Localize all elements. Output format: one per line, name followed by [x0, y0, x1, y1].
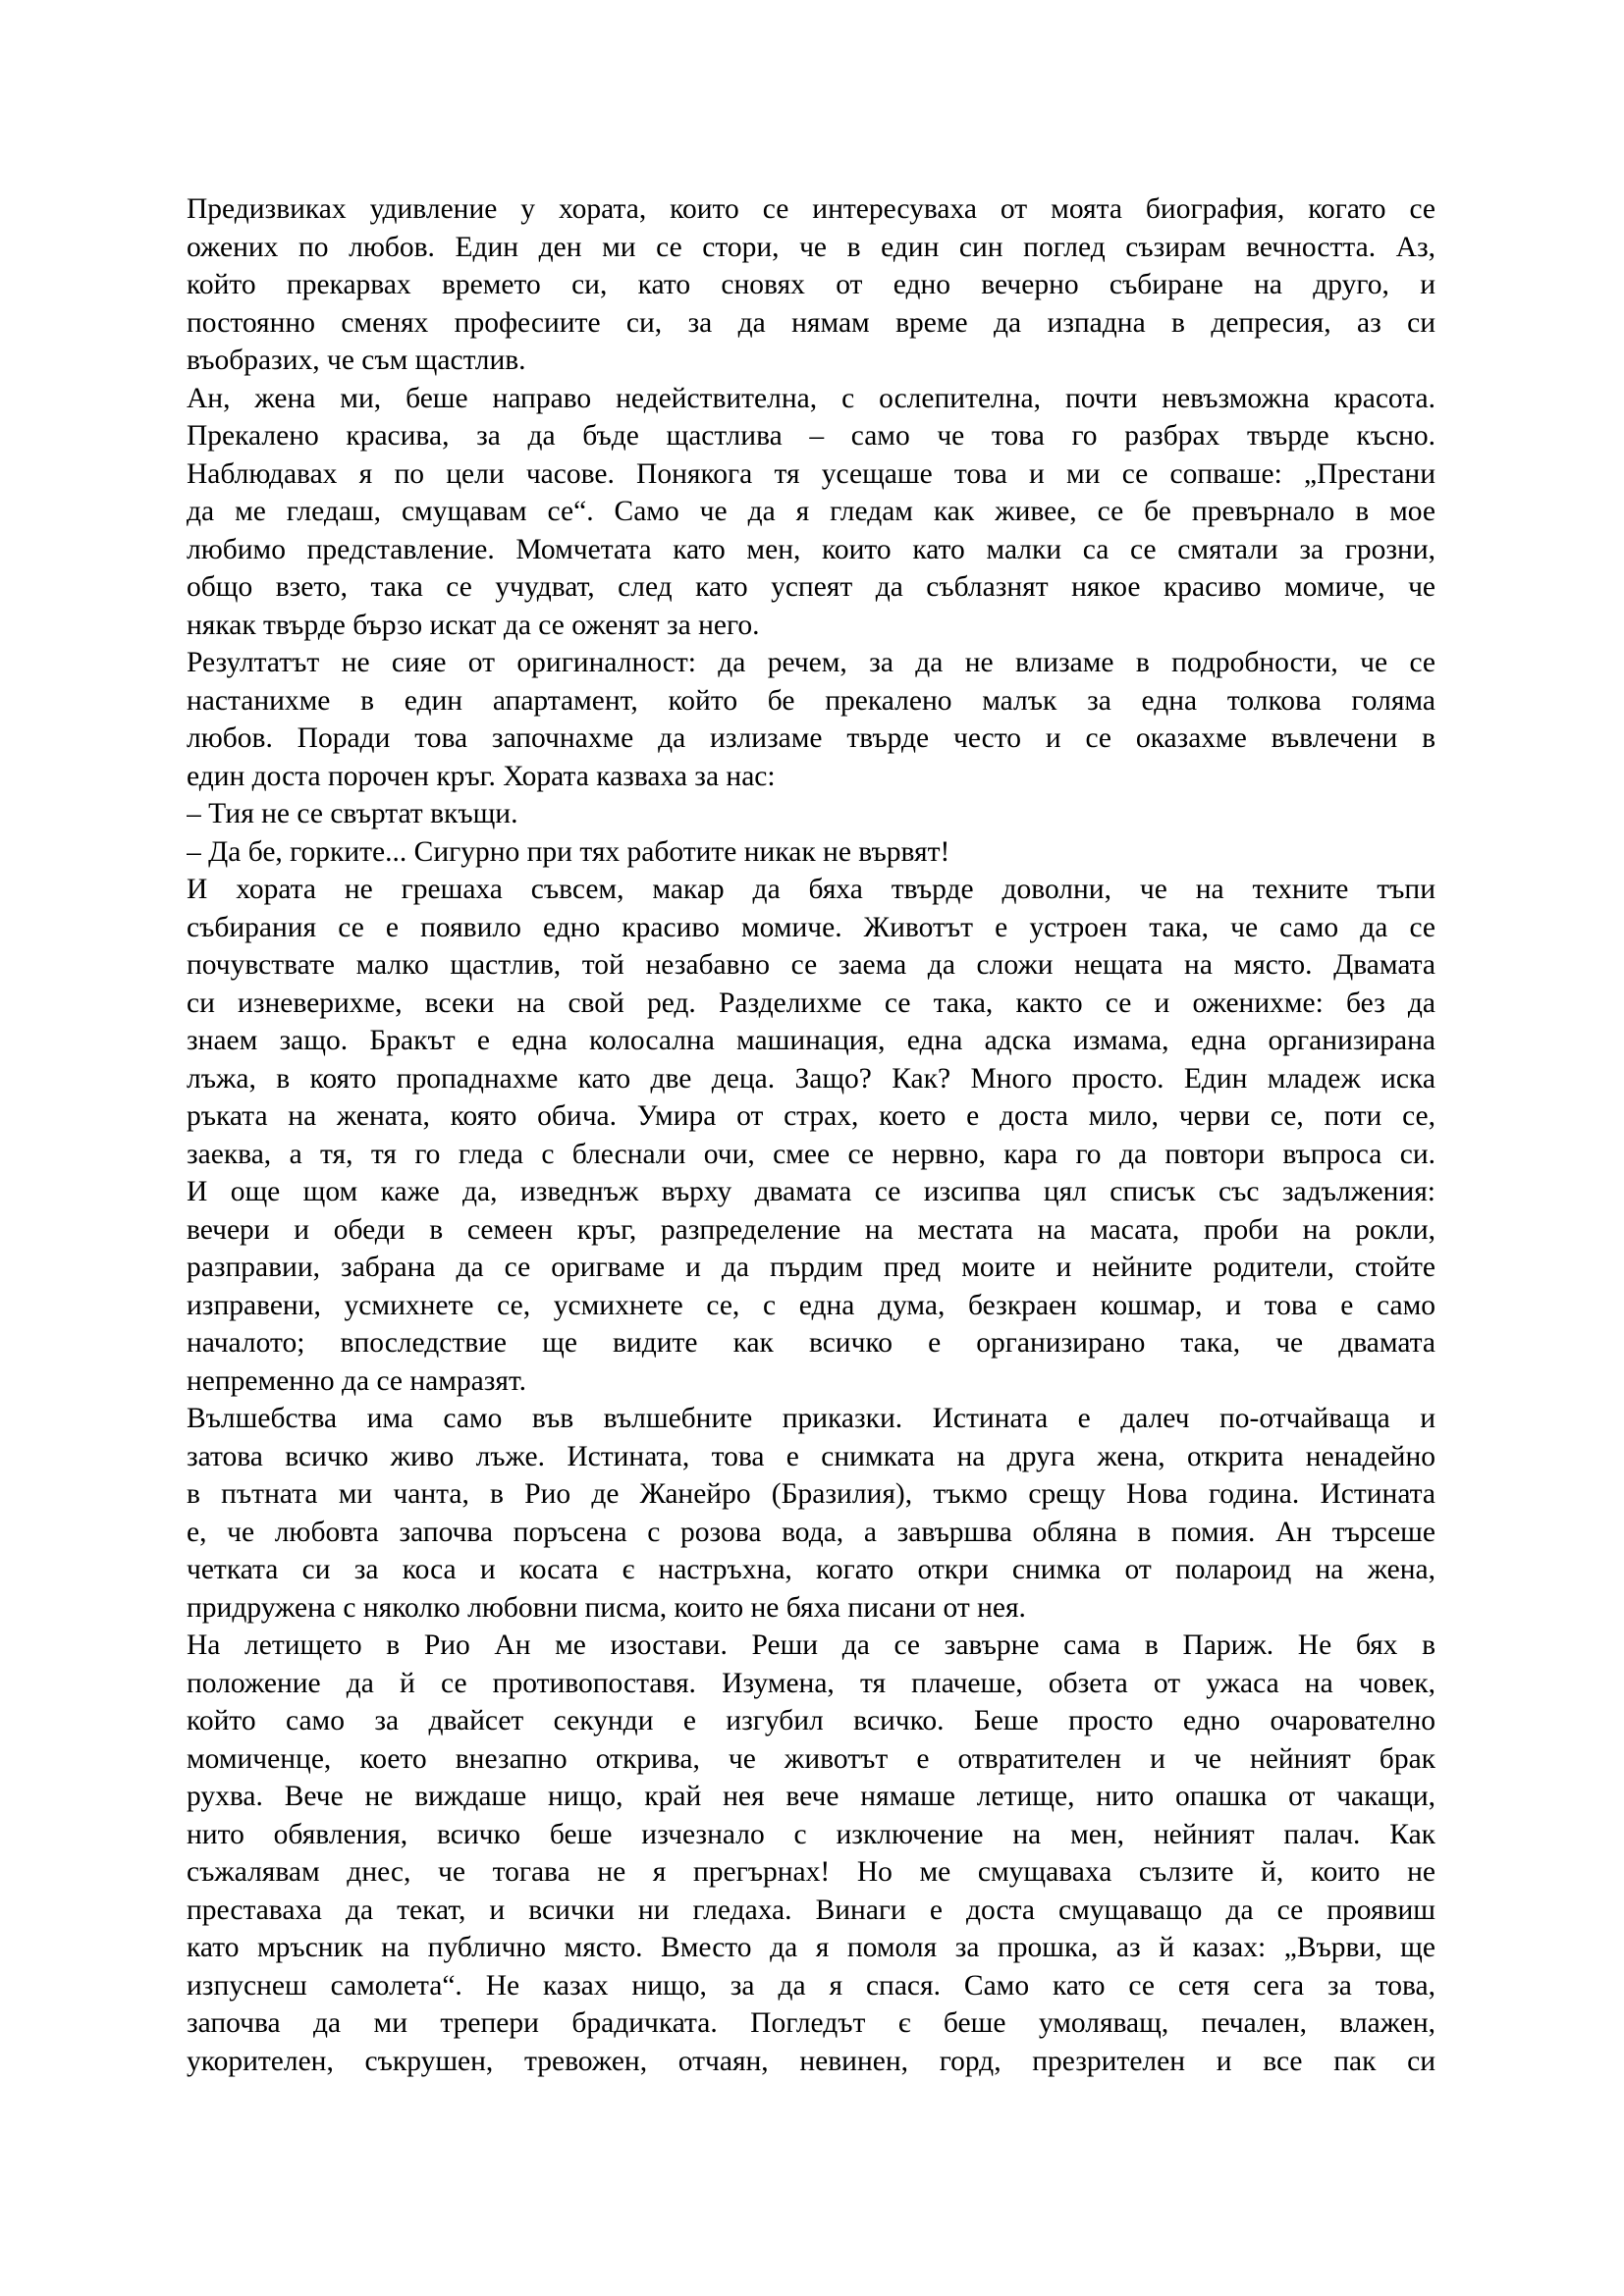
text-line: укорителен, съкрушен, тревожен, отчаян, невинен, горд, презрителен и все пак си	[187, 2045, 1435, 2077]
text-line: вечери и обеди в семеен кръг, разпределение на местата на масата, проби на рокли,	[187, 1213, 1435, 1246]
text-line: в пътната ми чанта, в Рио де Жанейро (Бразилия), тъкмо срещу Нова година. Истината	[187, 1478, 1435, 1510]
text-line: събирания се е появило едно красиво момиче. Животът е устроен така, че само да се	[187, 911, 1435, 943]
paragraph	[187, 1400, 1435, 1627]
text-line: някак твърде бързо искат да се оженят за него.	[187, 609, 760, 641]
text-line: общо взето, така се учудват, след като успеят да съблазнят някое красиво момиче, че	[187, 571, 1435, 603]
text-line: заеква, а тя, тя го гледа с блеснали очи, смее се нервно, кара го да повтори въпроса си.	[187, 1138, 1435, 1170]
paragraph	[187, 380, 1435, 645]
text-line: – Тия не се свъртат вкъщи.	[187, 798, 518, 829]
text-line: настанихме в един апартамент, който бе прекалено малък за една толкова голяма	[187, 684, 1435, 717]
text-line: започва да ми трепери брадичката. Погледът є беше умоляващ, печален, влажен,	[187, 2007, 1435, 2039]
text-line: Наблюдавах я по цели часове. Понякога тя усещаше това и ми се сопваше: „Престани	[187, 457, 1435, 490]
text-line: почувствате малко щастлив, той незабавно се заема да сложи нещата на място. Двамата	[187, 949, 1435, 981]
text-line: Ан, жена ми, беше направо недействителна, с ослепителна, почти невъзможна красота.	[187, 382, 1435, 414]
text-line: На летището в Рио Ан ме изостави. Реши да се завърне сама в Париж. Не бях в	[187, 1629, 1435, 1661]
paragraph	[187, 833, 1435, 872]
text-line: И още щом каже да, изведнъж върху двамата се изсипва цял списък със задължения:	[187, 1176, 1435, 1207]
text-line: – Да бе, горките... Сигурно при тях работите никак не вървят!	[187, 835, 950, 868]
text-line: знаем защо. Бракът е една колосална машинация, една адска измама, една организирана	[187, 1025, 1435, 1056]
text-line: положение да й се противопоставя. Изумена, тя плачеше, обзета от ужаса на човек,	[187, 1667, 1435, 1699]
paragraph	[187, 871, 1435, 1400]
text-line: рухва. Вече не виждаше нищо, край нея вече нямаше летище, нито опашка от чакащи,	[187, 1781, 1435, 1812]
text-line: да ме гледаш, смущавам се“. Само че да я гледам как живее, се бе превърнало в мое	[187, 496, 1435, 527]
text-line: изпуснеш самолета“. Не казах нищо, за да я спася. Само като се сетя сега за това,	[187, 1969, 1435, 2002]
text-line: един доста порочен кръг. Хората казваха за нас:	[187, 760, 776, 792]
text-line: любов. Поради това започнахме да излизаме твърде често и се оказахме въвлечени в	[187, 722, 1435, 754]
text-column	[187, 190, 1435, 2080]
text-line: любимо представление. Момчетата като мен, които като малки са се смятали за грозни,	[187, 533, 1435, 565]
text-line: Предизвиках удивление у хората, които се интересуваха от моята биография, когато се	[187, 193, 1435, 225]
text-line: ръката на жената, която обича. Умира от страх, което е доста мило, черви се, поти се,	[187, 1100, 1435, 1132]
text-line: четката си за коса и косата є настръхна, когато откри снимка от полароид на жена,	[187, 1554, 1435, 1585]
text-line: изправени, усмихнете се, усмихнете се, с една дума, безкраен кошмар, и това е само	[187, 1289, 1435, 1321]
text-line: съжалявам днес, че тогава не я прегърнах! Но ме смущаваха сълзите й, които не	[187, 1856, 1435, 1888]
text-line: ожених по любов. Един ден ми се стори, че в един син поглед съзирам вечността. Аз,	[187, 231, 1435, 263]
text-line: който само за двайсет секунди е изгубил всичко. Беше просто едно очарователно	[187, 1705, 1435, 1736]
text-line: въобразих, че съм щастлив.	[187, 345, 526, 376]
text-line: непременно да се намразят.	[187, 1364, 527, 1397]
text-line: затова всичко живо лъже. Истината, това е снимката на друга жена, открита ненадейно	[187, 1440, 1435, 1472]
text-line: Резултатът не сияе от оригиналност: да речем, за да не влизаме в подробности, че се	[187, 647, 1435, 678]
paragraph	[187, 795, 1435, 833]
text-line: си изневерихме, всеки на свой ред. Разделихме се така, както се и оженихме: без да	[187, 987, 1435, 1019]
paragraph	[187, 1627, 1435, 2080]
text-line: разправии, забрана да се оригваме и да пърдим пред моите и нейните родители, стойте	[187, 1252, 1435, 1283]
text-line: лъжа, в която пропаднахме като две деца. Защо? Как? Много просто. Един младеж иска	[187, 1062, 1435, 1095]
text-line: Прекалено красива, за да бъде щастлива – само че това го разбрах твърде късно.	[187, 420, 1435, 452]
text-line: който прекарвах времето си, като сновях от едно вечерно събиране на друго, и	[187, 269, 1435, 300]
text-line: е, че любовта започва поръсена с розова вода, а завършва обляна в помия. Ан търсеше	[187, 1516, 1435, 1548]
paragraph	[187, 644, 1435, 795]
text-line: постоянно сменях професиите си, за да нямам време да изпадна в депресия, аз си	[187, 306, 1435, 339]
text-line: И хората не грешаха съвсем, макар да бяха твърде доволни, че на техните тъпи	[187, 874, 1435, 905]
text-line: момиченце, което внезапно открива, че животът е отвратителен и че нейният брак	[187, 1742, 1435, 1775]
text-line: преставаха да текат, и всички ни гледаха. Винаги е доста смущаващо да се проявиш	[187, 1894, 1435, 1926]
text-line: Вълшебства има само във вълшебните приказки. Истината е далеч по-отчайваща и	[187, 1403, 1435, 1434]
text-line: нито обявления, всичко беше изчезнало с изключение на мен, нейният палач. Как	[187, 1818, 1435, 1850]
text-line: началото; впоследствие ще видите как всичко е организирано така, че двамата	[187, 1327, 1435, 1359]
paragraph	[187, 190, 1435, 380]
text-line: придружена с няколко любовни писма, които не бяха писани от нея.	[187, 1591, 1026, 1624]
text-line: като мръсник на публично място. Вместо да я помоля за прошка, аз й казах: „Върви, ще	[187, 1932, 1435, 1963]
